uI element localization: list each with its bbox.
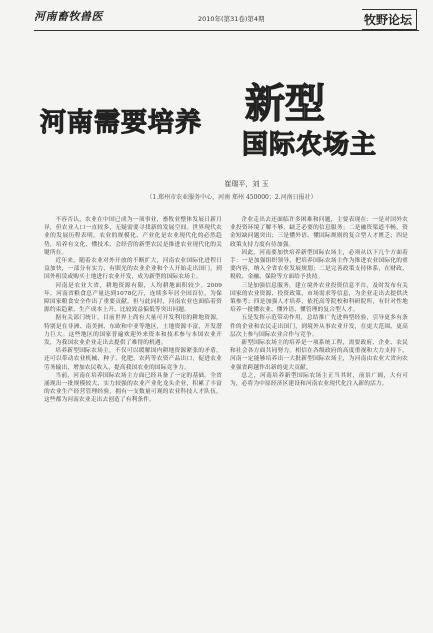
column-name: 牧野论坛 [362, 9, 417, 30]
paragraph: 据有关部门统计，目前世界上尚有大量可开发利用的耕地资源，特别是在非洲、南美洲、东欧和中亚等地区，土地资源丰富，开发潜力巨大。这些地区的国家普遍欢迎外来资本和技术参与本国农业开发，为我国农业企业走出去提供了难得的机遇。 [44, 315, 222, 347]
journal-name: 河南畜牧兽医 [34, 10, 103, 23]
paragraph: 培养新型国际农场主，不仅可以缓解国内耕地资源紧张的矛盾，还可以带动农业机械、种子、化肥、农药等农资产品出口，促进农业劳务输出，增加农民收入，提高我国农业的国际竞争力。 [44, 348, 222, 371]
paragraph: 河南是农业大省，耕地资源有限，人均耕地面积较少。2009年，河南省粮食总产量达到1078亿斤，连续多年居全国首位，为保障国家粮食安全作出了重要贡献。但与此同时，河南农业也面临着资源约束趋紧、生产成本上升、比较效益偏低等突出问题。 [44, 282, 222, 314]
paragraph: 近年来，随着农业对外开放的不断扩大，河南农业国际化进程日益加快，一部分有实力、有眼光的农业企业和个人开始走出国门，到国外租赁或购买土地进行农业开发，成为新型的国际农场主。 [44, 258, 222, 281]
paragraph: 企业走出去还面临许多困难和问题，主要表现在：一是对国外农业投资环境了解不够，缺乏必要的信息服务；二是融资渠道不畅，资金短缺问题突出；三是懂外语、懂国际规则的复合型人才匮乏；四是政策支持力度有待加强。 [230, 217, 408, 248]
title-line1: 河南需要培养 [40, 108, 203, 138]
paragraph: 因此，河南要加快培养新型国际农场主，必须从以下几个方面着手：一是加强组织领导，把培养国际农场主作为推进农业国际化的重要内容，纳入全省农业发展规划；二是完善政策支持体系，在财政、税收、金融、保险等方面给予扶持。 [230, 249, 408, 281]
header-rule [34, 30, 419, 31]
article-title [30, 72, 410, 172]
paragraph: 当前，河南在培养国际农场主方面已经具备了一定的基础。全省涌现出一批规模较大、实力较强的农业产业化龙头企业，积累了丰富的农业生产经营管理经验，拥有一支数量可观的农业科技人才队伍，这些都为河南农业走出去创造了有利条件。 [44, 372, 222, 404]
issue-info: 2010年(第31卷)第4期 [198, 15, 265, 23]
body-column-left [44, 216, 222, 405]
paragraph: 三是加强信息服务，建立境外农业投资信息平台，及时发布有关国家的农业资源、投资政策、市场需求等信息，为企业走出去提供决策参考；四是加强人才培养，依托高等院校和科研院所，有针对性地培养一批懂农业、懂外语、懂管理的复合型人才。 [230, 282, 408, 314]
paragraph: 不容否认，农业在中国已成为一项事业，畜牧业整体发展日新月异，但农业人口一直较多，无疑需要寻找新的发展空间。世界现代农业的发展历程表明，农业的规模化、产业化是农业现代化的必然趋势，培养有文化、懂技术、会经营的新型农民是推进农业现代化的关键所在。 [44, 217, 222, 256]
paragraph: 五是发挥示范带动作用，总结推广先进典型经验，引导更多有条件的企业和农民走出国门，到境外从事农业开发，在更大范围、更高层次上参与国际农业合作与竞争。 [230, 315, 408, 338]
paragraph: 总之，河南培养新型国际农场主正当其时，前景广阔，大有可为，必将为中原经济区建设和河南农业现代化注入新的活力。 [230, 372, 408, 388]
title-xin: 新型 [245, 81, 325, 127]
body-column-right [230, 216, 408, 388]
paragraph: 新型国际农场主的培养是一项系统工程，需要政府、企业、农民和社会各方面共同努力。相信在各级政府的高度重视和大力支持下，河南一定能够培养出一大批新型国际农场主，为河南由农业大省向农业强省跨越作出新的更大贡献。 [230, 340, 408, 371]
affiliation: （1.郑州市农业服务中心，河南 郑州 450000；2.河南日报社） [146, 194, 317, 201]
authors: 崔瑞平，刘 玉 [224, 180, 269, 188]
title-line2: 国际农场主 [242, 130, 378, 160]
